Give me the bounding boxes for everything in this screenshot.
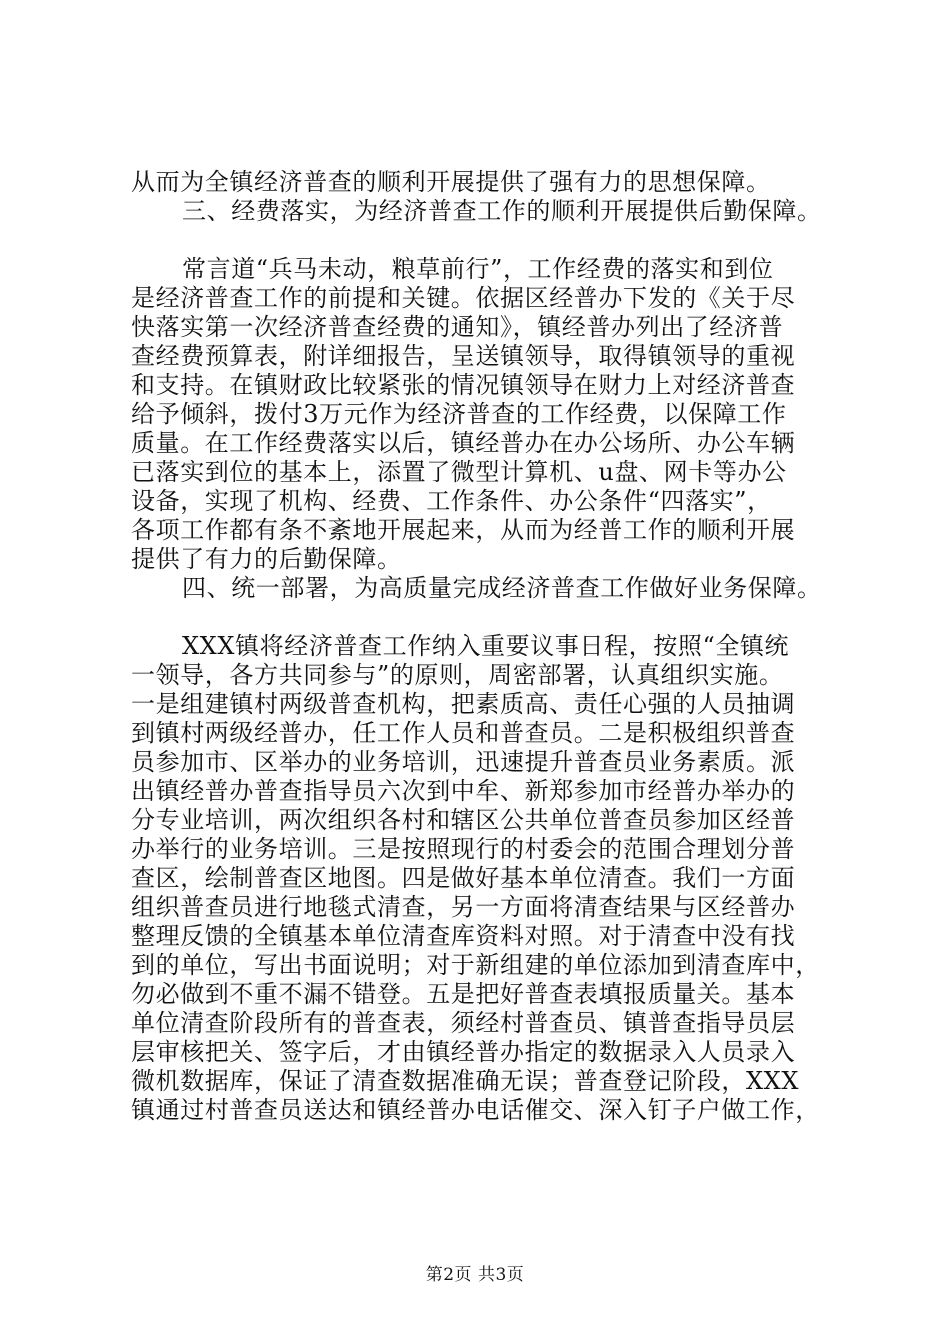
text-line: 镇通过村普查员送达和镇经普办电话催交、深入钉子户做工作， [131, 1096, 820, 1124]
text-line: 从而为全镇经济普查的顺利开展提供了强有力的思想保障。 [131, 168, 771, 196]
text-line: 设备，实现了机构、经费、工作条件、办公条件“四落实”， [131, 487, 772, 515]
text-line: 到镇村两级经普办，任工作人员和普查员。二是积极组织普查 [131, 719, 796, 747]
text-line: 查区，绘制普查区地图。四是做好基本单位清查。我们一方面 [131, 864, 796, 892]
text-line: 办举行的业务培训。三是按照现行的村委会的范围合理划分普 [131, 835, 796, 863]
text-line: 质量。在工作经费落实以后，镇经普办在办公场所、办公车辆 [131, 429, 796, 457]
text-line: 一是组建镇村两级普查机构，把素质高、责任心强的人员抽调 [131, 690, 796, 718]
paragraph-gap [131, 226, 843, 255]
text-line: 给予倾斜，拨付3万元作为经济普查的工作经费，以保障工作 [131, 400, 787, 428]
text-line: 常言道“兵马未动，粮草前行”，工作经费的落实和到位 [182, 255, 774, 283]
text-line: 四、统一部署，为高质量完成经济普查工作做好业务保障。 [182, 574, 822, 602]
text-line: 快落实第一次经济普查经费的通知》，镇经普办列出了经济普 [131, 313, 784, 341]
paragraph-gap [131, 603, 843, 632]
text-line: 各项工作都有条不紊地开展起来，从而为经普工作的顺利开展 [131, 516, 796, 544]
text-line: 单位清查阶段所有的普查表，须经村普查员、镇普查指导员层 [131, 1009, 796, 1037]
text-line: 是经济普查工作的前提和关键。依据区经普办下发的《关于尽 [131, 284, 796, 312]
text-line: 提供了有力的后勤保障。 [131, 545, 402, 573]
text-line: XXX镇将经济普查工作纳入重要议事日程，按照“全镇统 [182, 632, 790, 660]
text-line: 出镇经普办普查指导员六次到中牟、新郑参加市经普办举办的 [131, 777, 796, 805]
text-line: 一领导，各方共同参与”的原则，周密部署，认真组织实施。 [131, 661, 784, 689]
text-line: 分专业培训，两次组织各村和辖区公共单位普查员参加区经普 [131, 806, 796, 834]
text-line: 和支持。在镇财政比较紧张的情况镇领导在财力上对经济普查 [131, 371, 796, 399]
text-line: 员参加市、区举办的业务培训，迅速提升普查员业务素质。派 [131, 748, 796, 776]
text-line: 层审核把关、签字后，才由镇经普办指定的数据录入人员录入 [131, 1038, 796, 1066]
text-line: 整理反馈的全镇基本单位清查库资料对照。对于清查中没有找 [131, 922, 796, 950]
page-footer: 第2页 共3页 [425, 1265, 525, 1285]
text-line: 微机数据库，保证了清查数据准确无误；普查登记阶段，XXX [131, 1067, 800, 1095]
text-line: 查经费预算表，附详细报告，呈送镇领导，取得镇领导的重视 [131, 342, 796, 370]
document-body [131, 168, 843, 1125]
text-line: 勿必做到不重不漏不错登。五是把好普查表填报质量关。基本 [131, 980, 796, 1008]
text-line: 已落实到位的基本上，添置了微型计算机、u盘、网卡等办公 [131, 458, 787, 486]
text-line: 组织普查员进行地毯式清查，另一方面将清查结果与区经普办 [131, 893, 796, 921]
text-line: 三、经费落实，为经济普查工作的顺利开展提供后勤保障。 [182, 197, 822, 225]
text-line: 到的单位，写出书面说明；对于新组建的单位添加到清查库中， [131, 951, 820, 979]
